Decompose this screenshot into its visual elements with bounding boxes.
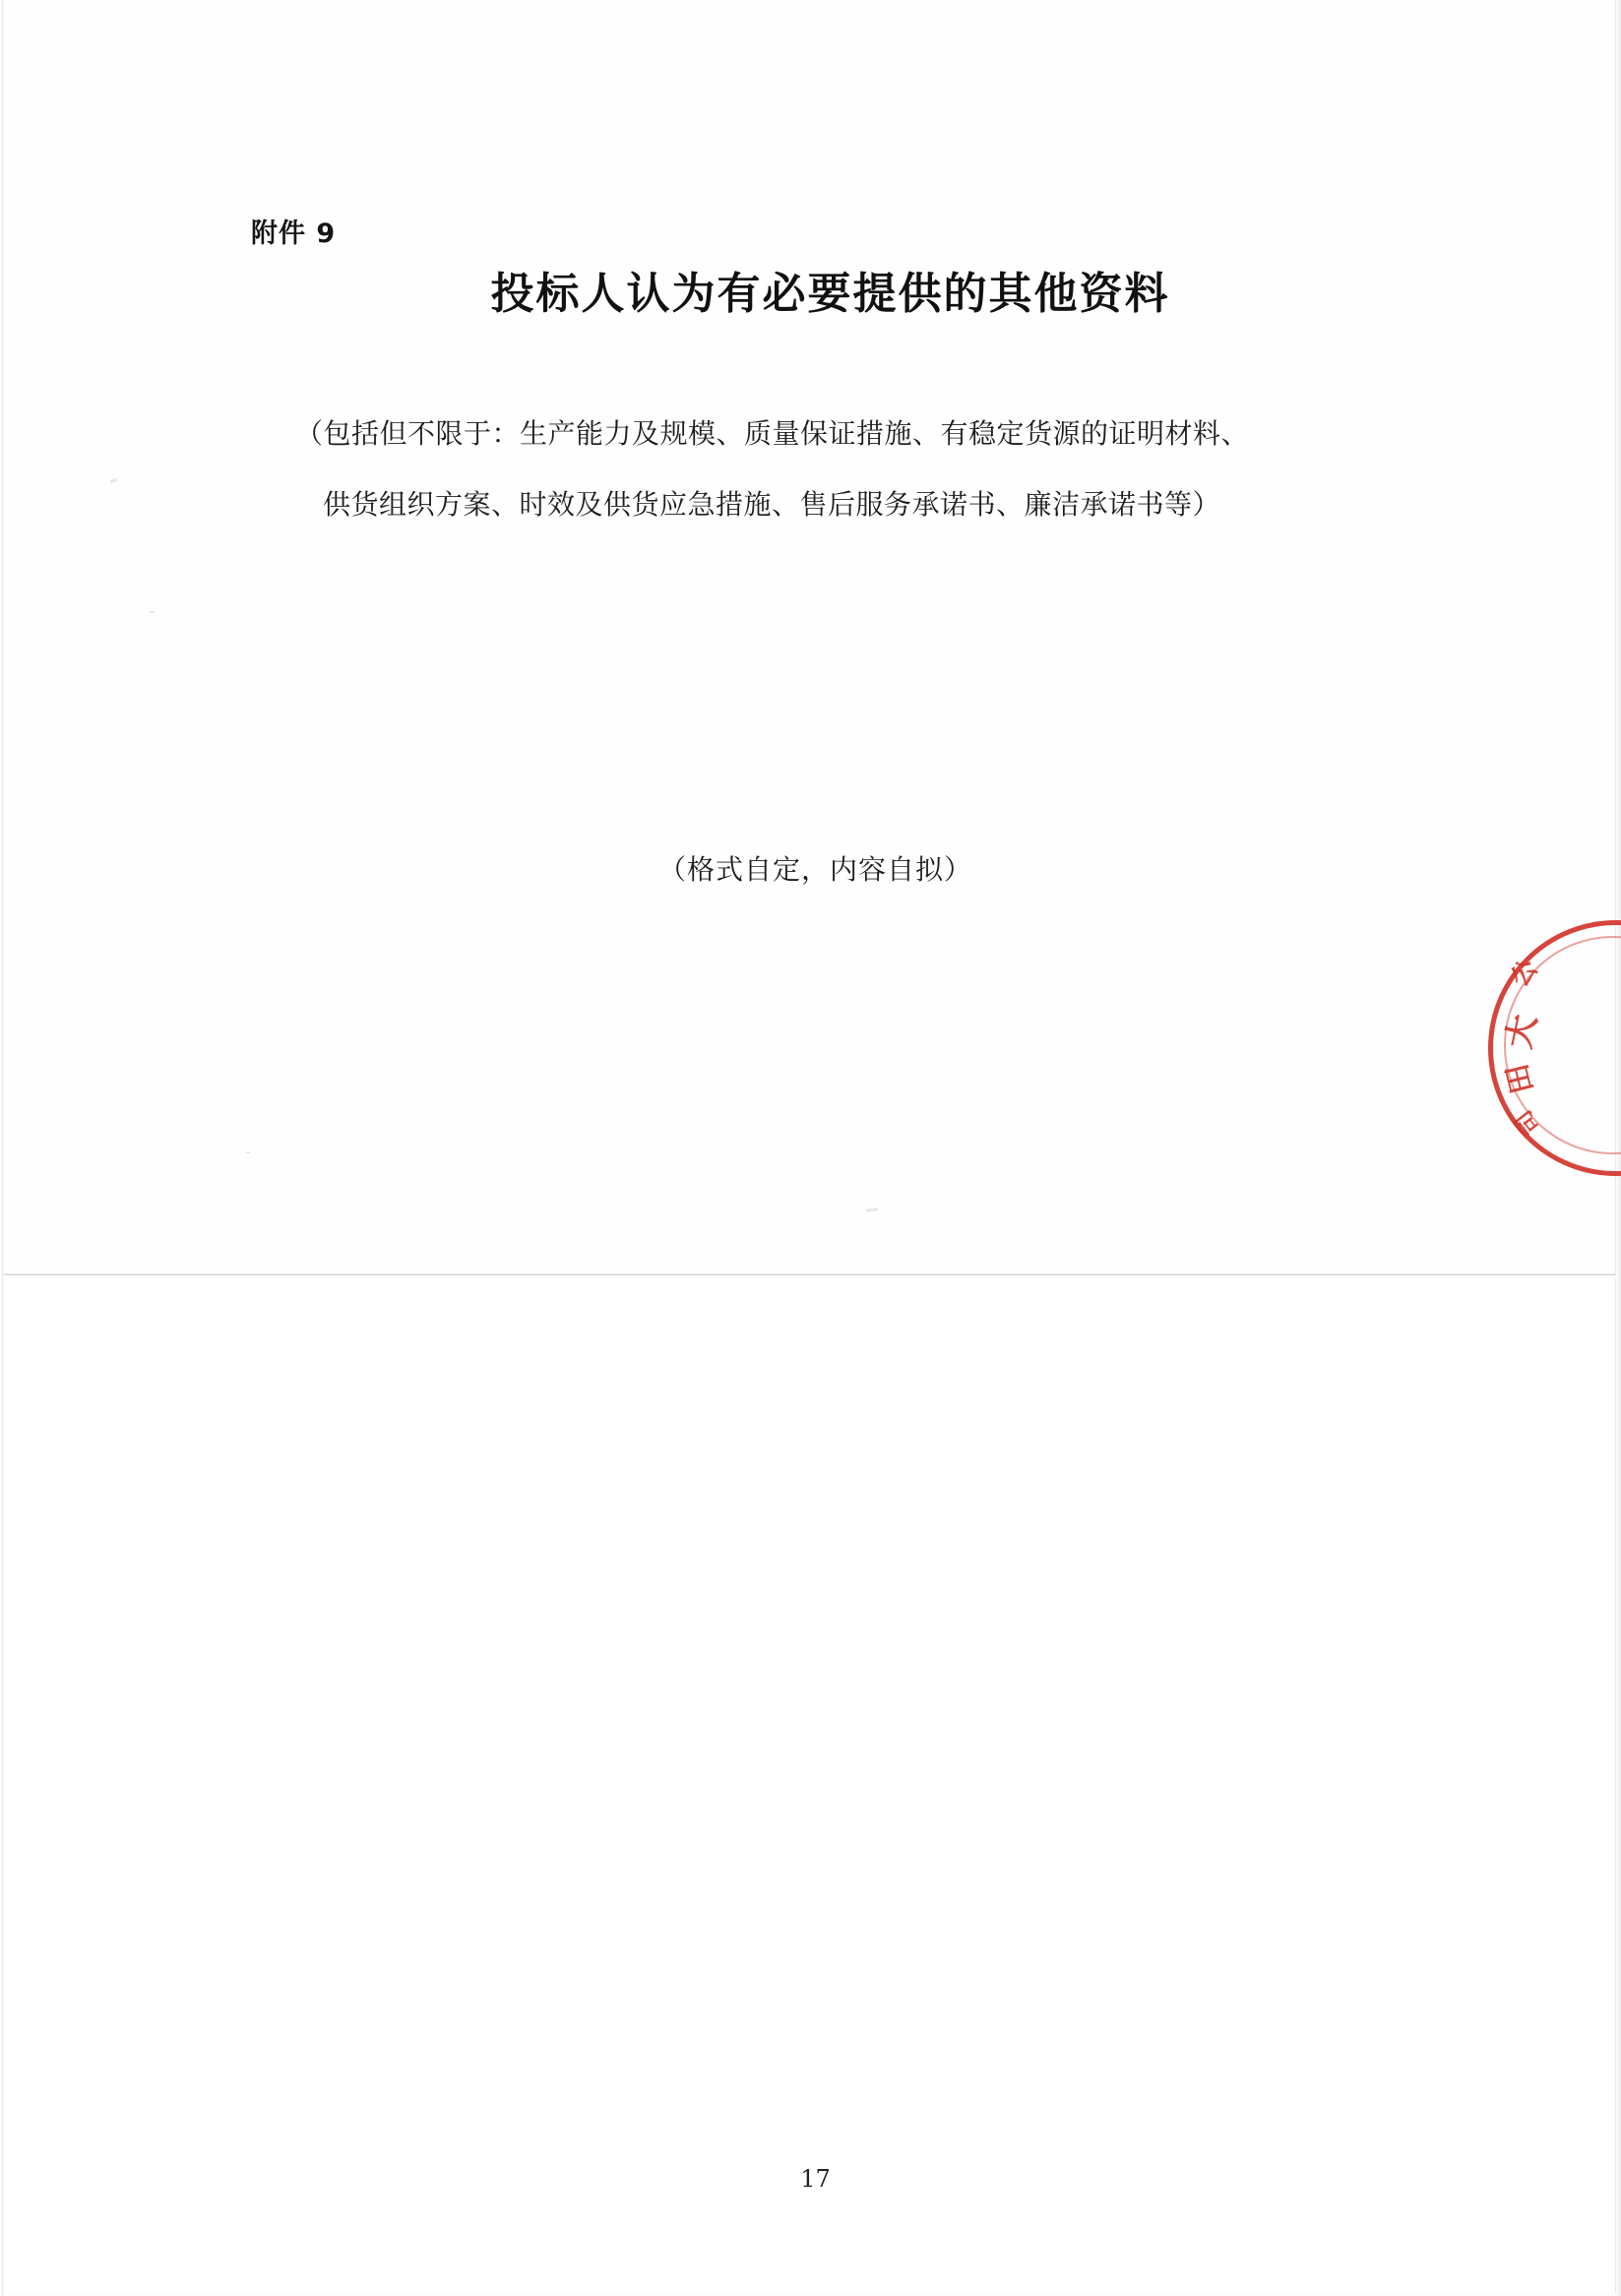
lower-scan-region (4, 1279, 1616, 2293)
red-seal-stamp (1488, 920, 1621, 1176)
stamp-char: 公 (1505, 954, 1544, 993)
scope-note-line-2: 供货组织方案、时效及供货应急措施、售后服务承诺书、廉洁承诺书等） (323, 488, 1221, 521)
upper-scan-region (4, 0, 1616, 1275)
scan-speck (150, 611, 155, 613)
scan-speck (246, 1151, 250, 1153)
scan-left-edge (2, 0, 4, 2296)
attachment-label: 附件 9 (251, 218, 337, 249)
page-title: 投标人认为有必要提供的其他资料 (490, 269, 1170, 319)
stamp-char: 田 (1499, 1060, 1541, 1097)
format-note: （格式自定，内容自拟） (657, 853, 972, 886)
stamp-char: 大 (1499, 1011, 1545, 1053)
scope-note (295, 399, 1398, 540)
stamp-char: 司 (1509, 1104, 1546, 1142)
page-number: 17 (800, 2165, 831, 2193)
scope-note-line-1: （包括但不限于：生产能力及规模、质量保证措施、有稳定货源的证明材料、 (295, 417, 1250, 450)
